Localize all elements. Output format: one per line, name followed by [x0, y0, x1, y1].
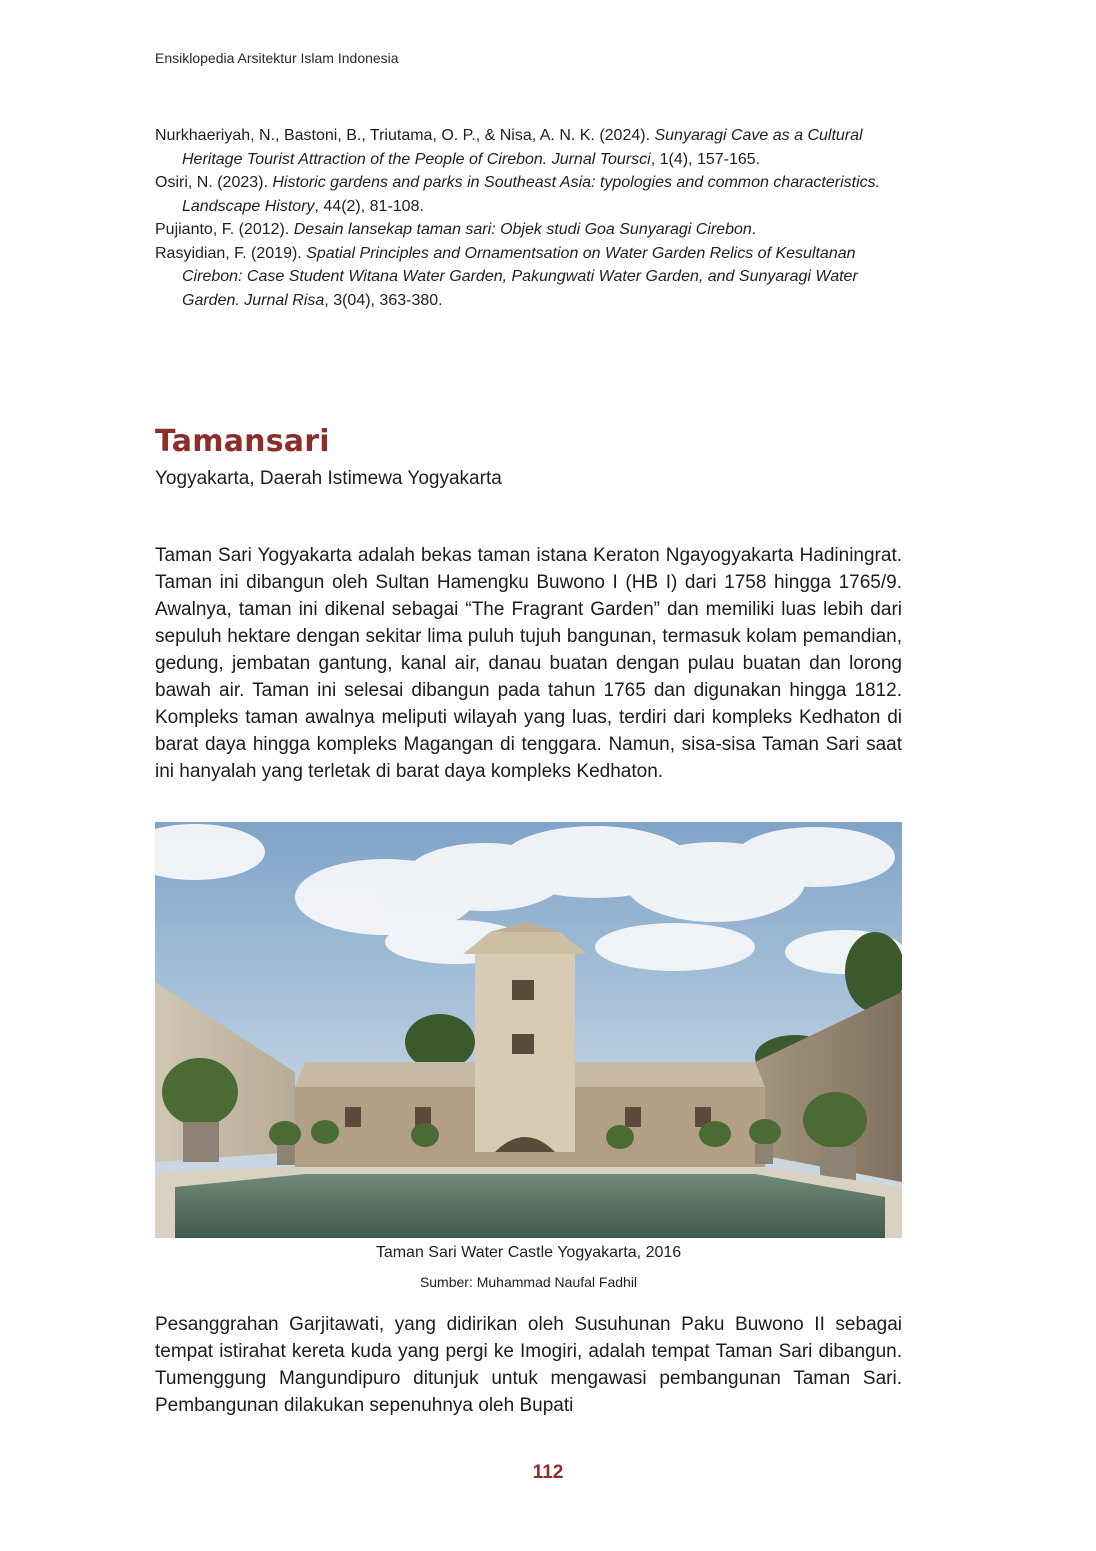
reference-details: , 1(4), 157-165.	[650, 150, 761, 168]
reference-list	[155, 124, 905, 312]
reference-item	[155, 218, 905, 242]
figure-credit: Sumber: Muhammad Naufal Fadhil	[419, 1274, 638, 1290]
reference-authors: Osiri, N. (2023).	[155, 174, 273, 191]
figure-caption: Taman Sari Water Castle Yogyakarta, 2016	[375, 1244, 682, 1261]
taman-sari-photo	[155, 822, 902, 1238]
entry-title: Tamansari	[155, 424, 330, 459]
reference-item	[155, 171, 905, 218]
reference-details: .	[751, 221, 757, 238]
entry-location: Yogyakarta, Daerah Istimewa Yogyakarta	[155, 468, 502, 489]
reference-title: Sunyaragi Cave as a Cultural Heritage Tourist Attraction of the People of Cirebon. Jurnal Toursci	[182, 127, 863, 168]
running-header: Ensiklopedia Arsitektur Islam Indonesia	[155, 50, 399, 66]
pool-water	[175, 1174, 885, 1238]
body-paragraph: Pesanggrahan Garjitawati, yang didirikan oleh Susuhunan Paku Buwono II sebagai tempat istirahat kereta kuda yang pergi ke Imogiri, adalah tempat Taman Sari dibangun. Tumenggung Mangundipuro ditunjuk untuk mengawasi pembangunan Taman Sari. Pembangunan dilakukan sepenuhnya oleh Bupati	[155, 1314, 902, 1416]
page-number: 112	[532, 1462, 564, 1483]
reference-details: , 3(04), 363-380.	[324, 291, 443, 309]
photo-illustration	[155, 822, 902, 1238]
body-paragraph: Taman Sari Yogyakarta adalah bekas taman istana Keraton Ngayogyakarta Hadiningrat. Taman ini dibangun oleh Sultan Hamengku Buwono I (HB I) dari 1758 hingga 1765/9. Awalnya, taman ini dikenal sebagai “The Fragrant Garden” dan memiliki luas lebih dari sepuluh hektare dengan sekitar lima puluh tujuh bangunan, termasuk kolam pemandian, gedung, jembatan gantung, kanal air, danau buatan dengan pulau buatan dan lorong bawah air. Taman ini selesai dibangun pada tahun 1765 dan digunakan hingga 1812. Kompleks taman awalnya meliputi wilayah yang luas, terdiri dari kompleks Kedhaton di barat daya hingga kompleks Magangan di tenggara. Namun, sisa-sisa Taman Sari saat ini hanyalah yang terletak di barat daya kompleks Kedhaton.	[155, 545, 902, 782]
reference-authors: Pujianto, F. (2012).	[155, 221, 294, 238]
reference-details: , 44(2), 81-108.	[314, 197, 424, 215]
reference-item	[155, 242, 905, 313]
reference-authors: Nurkhaeriyah, N., Bastoni, B., Triutama, O. P., & Nisa, A. N. K. (2024).	[155, 127, 655, 144]
reference-title: Historic gardens and parks in Southeast Asia: typologies and common characteristics. Landscape History	[182, 174, 881, 215]
reference-item	[155, 124, 905, 171]
reference-authors: Rasyidian, F. (2019).	[155, 244, 307, 262]
reference-title: Desain lansekap taman sari: Objek studi Goa Sunyaragi Cirebon	[293, 221, 752, 238]
reference-title: Spatial Principles and Ornamentsation on Water Garden Relics of Kesultanan Cirebon: Case Student Witana Water Garden, Pakungwati Water Garden, and Sunyaragi Water Garden. Jurnal Risa	[182, 244, 858, 309]
